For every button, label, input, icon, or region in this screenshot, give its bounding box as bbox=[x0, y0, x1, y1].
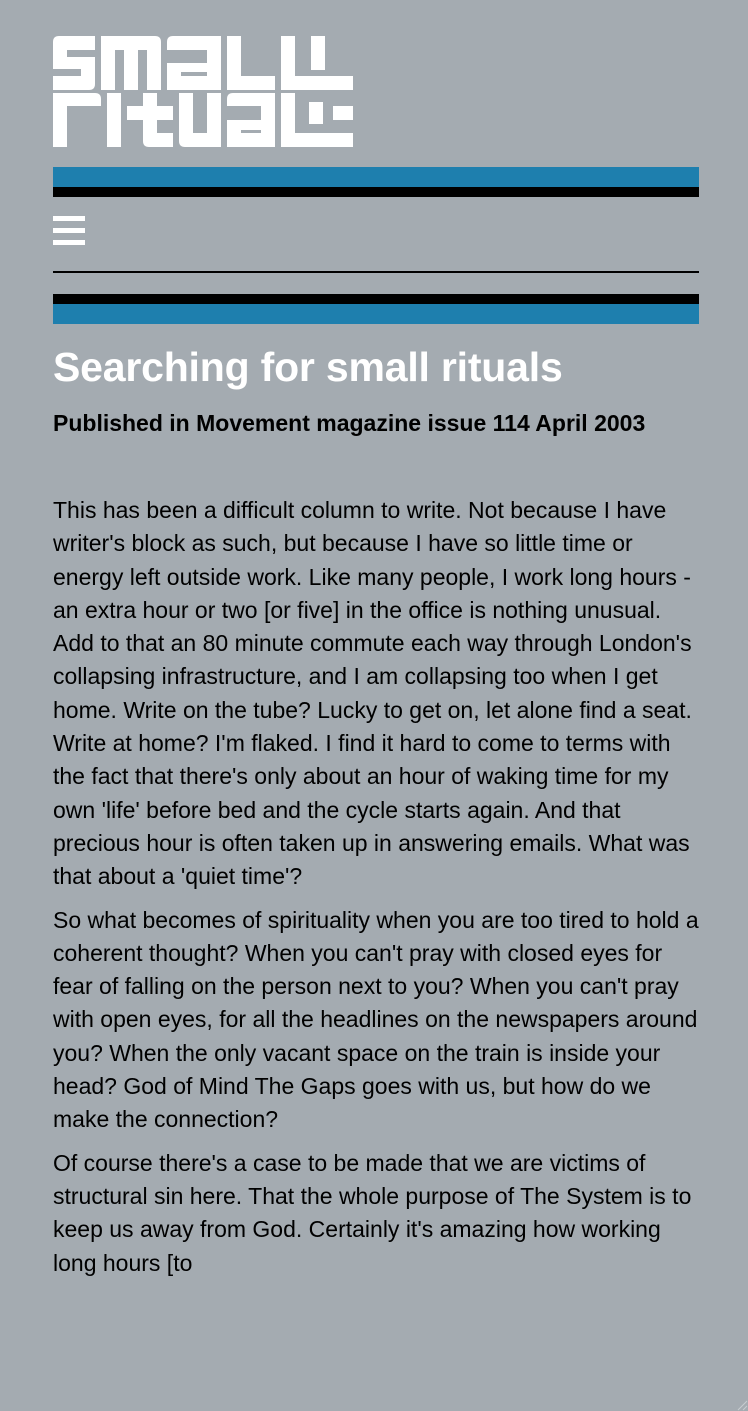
menu-line bbox=[53, 240, 85, 245]
nav-bottom-divider-bar bbox=[53, 294, 699, 304]
header-divider-bar bbox=[53, 187, 699, 197]
article-title: Searching for small rituals bbox=[53, 344, 563, 390]
menu-line bbox=[53, 216, 85, 221]
article-paragraph: This has been a difficult column to write. Not because I have writer's block as such, but because I have so little time or energy left outside work. Like many people, I work long hours - an extra hour or two [or five] in the office is nothing unusual. Add to that an 80 minute commute each way through London's collapsing infrastructure, and I am collapsing too when I get home. Write on the tube? Lucky to get on, let alone find a seat. Write at home? I'm flaked. I find it hard to come to terms with the fact that there's only about an hour of waking time for my own 'life' before bed and the cycle starts again. And that precious hour is often taken up in answering emails. What was that about a 'quiet time'? bbox=[53, 497, 692, 890]
menu-line bbox=[53, 228, 85, 233]
small-ritual-logo[interactable] bbox=[53, 36, 353, 147]
publication-info: Published in Movement magazine issue 114 April 2003 bbox=[53, 410, 646, 436]
article-paragraph: Of course there's a case to be made that we are victims of structural sin here. That the whole purpose of The System is to keep us away from God. Certainly it's amazing how working long hours [to bbox=[53, 1149, 692, 1276]
article-body bbox=[53, 494, 699, 1290]
article-paragraph: So what becomes of spirituality when you are too tired to hold a coherent thought? When you can't pray with closed eyes for fear of falling on the person next to you? When you can't pray with open eyes, for all the headlines on the newspapers around you? When the only vacant space on the train is inside your head? God of Mind The Gaps goes with us, but how do we make the connection? bbox=[53, 906, 699, 1133]
resize-grip-icon[interactable] bbox=[732, 1395, 748, 1411]
header-accent-bar bbox=[53, 167, 699, 187]
nav-bottom-accent-bar bbox=[53, 304, 699, 324]
nav-divider bbox=[53, 271, 699, 273]
hamburger-menu-icon[interactable] bbox=[53, 216, 85, 246]
